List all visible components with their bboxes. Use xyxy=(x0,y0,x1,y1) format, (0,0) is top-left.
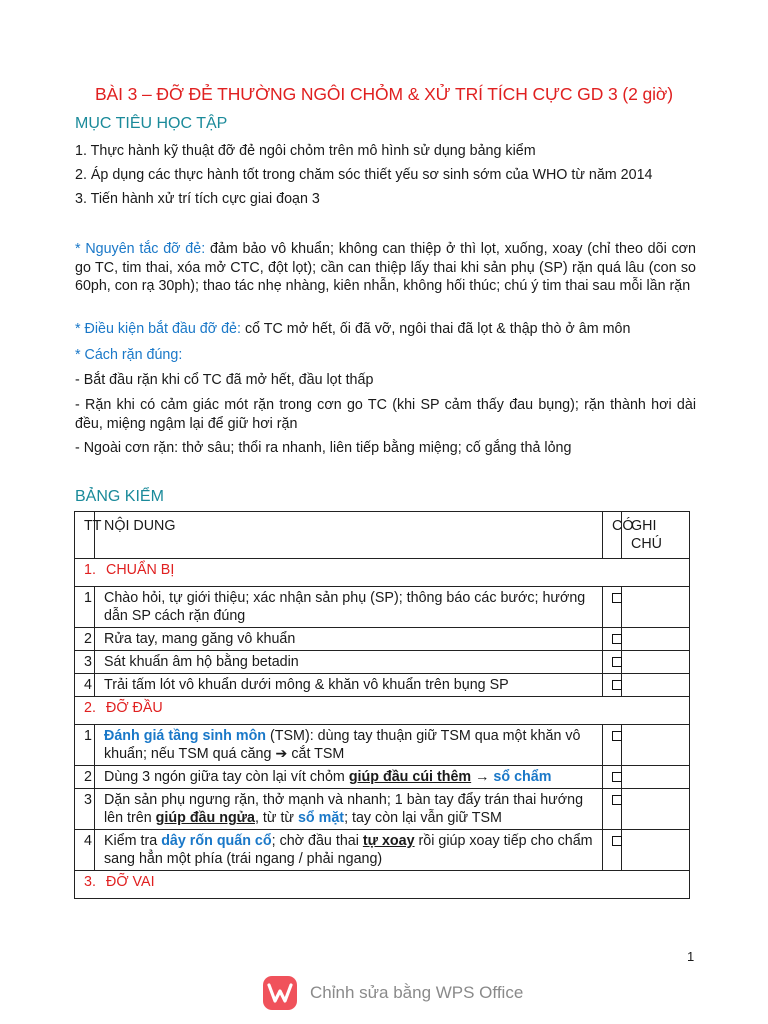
section-title: CHUẨN BỊ xyxy=(106,562,175,578)
wps-w-glyph xyxy=(267,982,293,1004)
push-label: * Cách rặn đúng: xyxy=(75,347,183,363)
note-cell[interactable] xyxy=(622,766,690,789)
section-label xyxy=(75,559,690,587)
principle-paragraph xyxy=(75,240,696,296)
note-cell[interactable] xyxy=(622,725,690,766)
row-content: Rửa tay, mang găng vô khuẩn xyxy=(95,628,603,651)
checkbox[interactable] xyxy=(612,593,622,603)
principle-text: đảm bảo vô khuẩn; không can thiệp ở thì lọt, xuống, xoay (chỉ theo dõi cơn go TC, tim thai, xóa mở CTC, đột lọt); cần can thiệp lấy thai khi sản phụ (SP) rặn quá lâu (con so 60ph, con rạ 30ph); thao tác nhẹ nhàng, kiên nhẫn, không hối thúc; chú ý tim thai sau mỗi lần rặn xyxy=(75,241,696,294)
row-number: 4 xyxy=(75,830,95,871)
table-row xyxy=(75,628,690,651)
note-cell[interactable] xyxy=(622,674,690,697)
term-highlight: Đánh giá tầng sinh môn xyxy=(104,728,267,744)
wps-footer-banner[interactable] xyxy=(0,972,768,1014)
row-number: 1 xyxy=(75,725,95,766)
checkbox[interactable] xyxy=(612,795,622,805)
checkbox[interactable] xyxy=(612,731,622,741)
checklist-table xyxy=(74,511,690,899)
arrow-text: → xyxy=(471,769,494,785)
section-row-head-delivery xyxy=(75,697,690,725)
table-row xyxy=(75,587,690,628)
section-row-preparation xyxy=(75,559,690,587)
page-number: 1 xyxy=(687,949,695,964)
yes-cell[interactable] xyxy=(603,587,622,628)
checkbox[interactable] xyxy=(612,680,622,690)
term-highlight: sổ mặt xyxy=(297,810,345,826)
section-label xyxy=(75,697,690,725)
condition-text: cổ TC mở hết, ối đã vỡ, ngôi thai đã lọt & thập thò ở âm môn xyxy=(240,321,631,337)
note-cell[interactable] xyxy=(622,789,690,830)
row-content xyxy=(95,830,603,871)
condition-paragraph xyxy=(75,320,695,339)
table-row xyxy=(75,766,690,789)
yes-cell[interactable] xyxy=(603,725,622,766)
key-action: giúp đầu ngửa xyxy=(155,810,255,826)
checkbox[interactable] xyxy=(612,657,622,667)
row-text: Kiểm tra xyxy=(104,833,162,849)
header-note: GHI CHÚ xyxy=(622,512,690,559)
table-row xyxy=(75,830,690,871)
yes-cell[interactable] xyxy=(603,830,622,871)
push-item: - Bắt đầu rặn khi cổ TC đã mở hết, đầu lọt thấp xyxy=(75,372,374,388)
section-title: ĐỠ VAI xyxy=(106,874,155,890)
row-number: 2 xyxy=(75,766,95,789)
row-text: Dặn sản phụ ngưng rặn, thở mạnh và nhanh; 1 bàn tay đẩy trán thai hướng lên trên xyxy=(104,792,584,826)
table-row xyxy=(75,725,690,766)
yes-cell[interactable] xyxy=(603,766,622,789)
table-row xyxy=(75,789,690,830)
yes-cell[interactable] xyxy=(603,789,622,830)
yes-cell[interactable] xyxy=(603,674,622,697)
term-highlight: sổ chẩm xyxy=(493,769,552,785)
push-item: - Rặn khi có cảm giác mót rặn trong cơn go TC (khi SP cảm thấy đau bụng); rặn thành hơi dài đều, miệng ngậm lại để giữ hơi rặn xyxy=(75,397,696,432)
row-content: Sát khuẩn âm hộ bằng betadin xyxy=(95,651,603,674)
header-yes: CÓ xyxy=(603,512,622,559)
row-content: Chào hỏi, tự giới thiệu; xác nhận sản phụ (SP); thông báo các bước; hướng dẫn SP cách rặn đúng xyxy=(95,587,603,628)
principle-label: * Nguyên tắc đỡ đẻ: xyxy=(75,241,206,257)
section-label xyxy=(75,871,690,899)
yes-cell[interactable] xyxy=(603,628,622,651)
push-item: - Ngoài cơn rặn: thở sâu; thổi ra nhanh, liên tiếp bằng miệng; cố gắng thả lỏng xyxy=(75,440,572,456)
row-text: ; tay còn lại vẫn giữ TSM xyxy=(344,810,502,826)
note-cell[interactable] xyxy=(622,651,690,674)
checkbox[interactable] xyxy=(612,772,622,782)
section-number: 3. xyxy=(84,874,96,890)
row-text: Dùng 3 ngón giữa tay còn lại vít chỏm xyxy=(104,769,349,785)
row-number: 3 xyxy=(75,789,95,830)
row-text: (TSM): dùng tay thuận giữ TSM qua một khăn vô khuẩn; nếu TSM quá căng ➔ cắt TSM xyxy=(104,728,581,762)
note-cell[interactable] xyxy=(622,628,690,651)
note-cell[interactable] xyxy=(622,830,690,871)
objective-item: 3. Tiến hành xử trí tích cực giai đoạn 3 xyxy=(75,191,320,207)
objectives-heading: MỤC TIÊU HỌC TẬP xyxy=(75,115,228,132)
checkbox[interactable] xyxy=(612,836,622,846)
row-content xyxy=(95,725,603,766)
section-row-shoulder-delivery xyxy=(75,871,690,899)
checkbox[interactable] xyxy=(612,634,622,644)
row-content: Trải tấm lót vô khuẩn dưới mông & khăn vô khuẩn trên bụng SP xyxy=(95,674,603,697)
checklist-heading: BẢNG KIỂM xyxy=(75,488,164,505)
table-header-row xyxy=(75,512,690,559)
wps-logo-icon[interactable] xyxy=(263,976,297,1010)
section-number: 2. xyxy=(84,700,96,716)
yes-cell[interactable] xyxy=(603,651,622,674)
row-content xyxy=(95,789,603,830)
row-number: 4 xyxy=(75,674,95,697)
row-text: rồi giúp xoay tiếp cho chẩm sang hẳn một phía (trái ngang / phải ngang) xyxy=(104,833,593,867)
header-content: NỘI DUNG xyxy=(95,512,603,559)
row-content xyxy=(95,766,603,789)
section-number: 1. xyxy=(84,562,96,578)
push-heading xyxy=(75,346,695,365)
note-cell[interactable] xyxy=(622,587,690,628)
header-tt: TT xyxy=(75,512,95,559)
row-number: 1 xyxy=(75,587,95,628)
key-action: tự xoay xyxy=(362,833,415,849)
table-row xyxy=(75,674,690,697)
page-title: BÀI 3 – ĐỠ ĐẺ THƯỜNG NGÔI CHỎM & XỬ TRÍ TÍCH CỰC GD 3 (2 giờ) xyxy=(94,84,674,104)
wps-edit-link[interactable]: Chỉnh sửa bằng WPS Office xyxy=(310,983,524,1002)
row-number: 2 xyxy=(75,628,95,651)
key-action: giúp đầu cúi thêm xyxy=(348,769,472,785)
table-row xyxy=(75,651,690,674)
condition-label: * Điều kiện bắt đầu đỡ đẻ: xyxy=(75,321,241,337)
section-title: ĐỠ ĐẦU xyxy=(106,700,163,716)
objective-item: 2. Áp dụng các thực hành tốt trong chăm sóc thiết yếu sơ sinh sớm của WHO từ năm 2014 xyxy=(75,167,653,183)
term-highlight: dây rốn quấn cổ xyxy=(161,833,272,849)
row-text: , từ từ xyxy=(254,810,298,826)
row-text: ; chờ đầu thai xyxy=(271,833,363,849)
objective-item: 1. Thực hành kỹ thuật đỡ đẻ ngôi chỏm trên mô hình sử dụng bảng kiểm xyxy=(75,143,536,159)
row-number: 3 xyxy=(75,651,95,674)
